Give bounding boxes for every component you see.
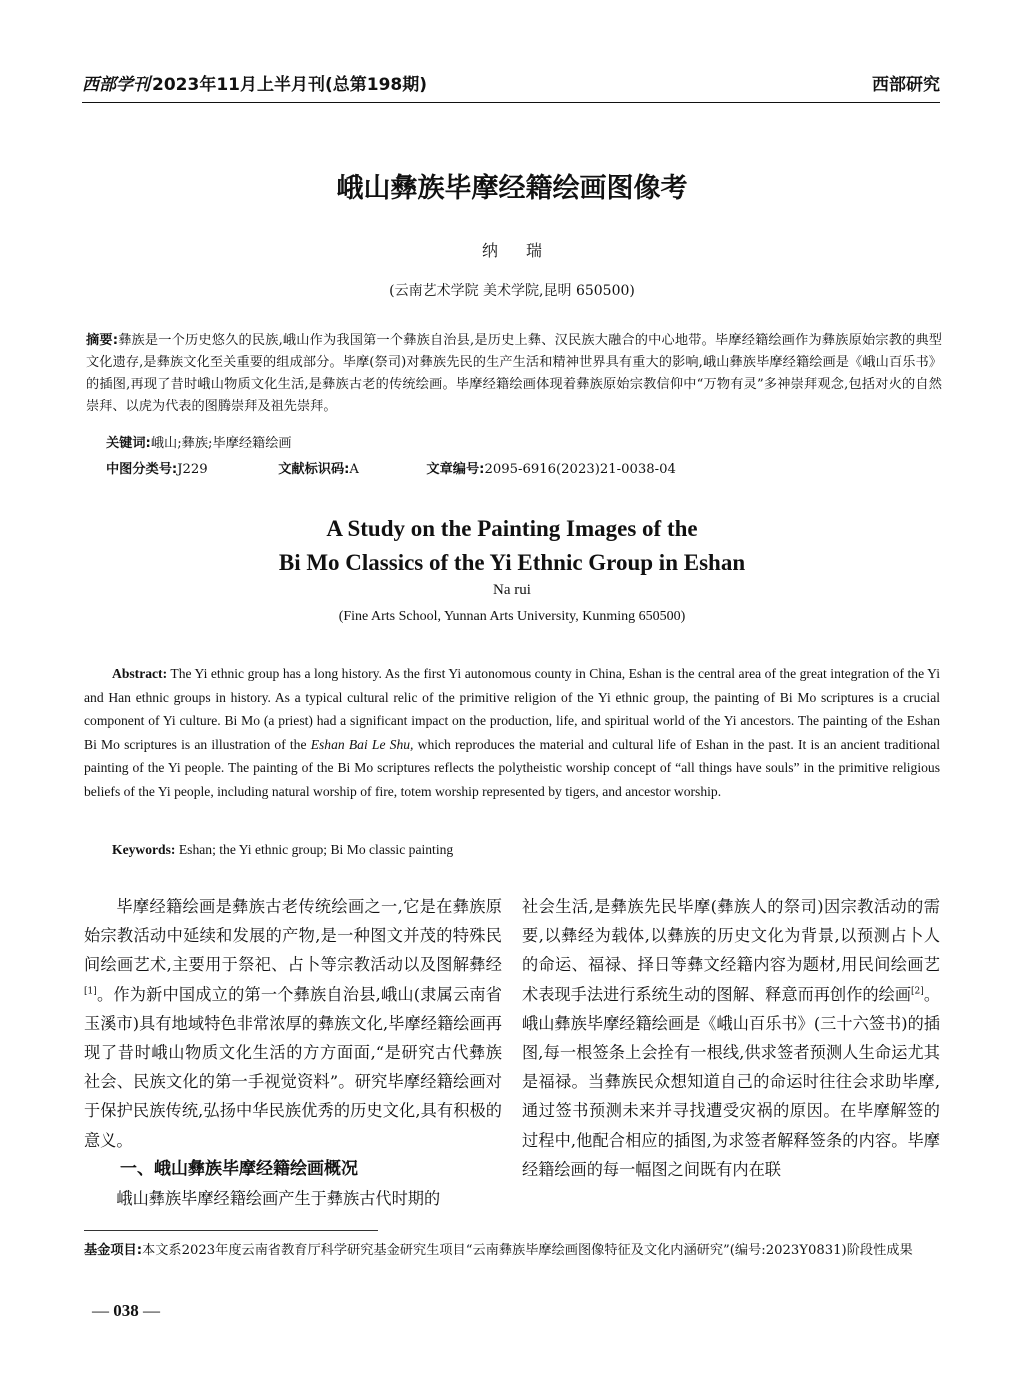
body-text: 社会生活,是彝族先民毕摩(彝族人的祭司)因宗教活动的需要,以彝经为载体,以彝族的历史文化为背景,以预测占卜人的命运、福禄、择日等彝文经籍内容为题材,用民间绘画艺术表现手法进行系统生动的图解、释意而再创作的绘画 bbox=[522, 897, 940, 1004]
body-paragraph: 峨山彝族毕摩经籍绘画产生于彝族古代时期的 bbox=[116, 1189, 441, 1209]
body-text: 。峨山彝族毕摩经籍绘画是《峨山百乐书》(三十六签书)的插图,每一根签条上会拴有一根线,供求签者预测人生命运尤其是福禄。当彝族民众想知道自己的命运时往往会求助毕摩,通过签书预测未来并寻找遭受灾祸的原因。在毕摩解签的过程中,他配合相应的插图,为求签者解释签条的内容。毕摩经籍绘画的每一幅图之间既有内在联 bbox=[522, 984, 941, 1179]
section-heading: 一、峨山彝族毕摩经籍绘画概况 bbox=[120, 1158, 358, 1179]
citation-ref: [1] bbox=[84, 986, 97, 997]
clc-code bbox=[106, 458, 274, 477]
page-number bbox=[92, 1301, 160, 1321]
affiliation-en: (Fine Arts School, Yunnan Arts University, Kunming 650500) bbox=[338, 609, 686, 624]
header-section: 西部研究 bbox=[872, 75, 940, 95]
clc-label: 中图分类号: bbox=[106, 462, 178, 477]
footnote-divider bbox=[84, 1230, 378, 1231]
title-en-line1: A Study on the Painting Images of the bbox=[326, 516, 698, 541]
abstract-en-label: Abstract: bbox=[112, 666, 168, 681]
journal-logo: 西部学刊 bbox=[82, 75, 150, 95]
author-en: Na rui bbox=[493, 582, 531, 598]
abstract-en-text-b: which reproduces the material and cultural life of Eshan in the past. It is an ancient traditional painting of the Yi people. The painting of the Bi Mo scriptures reflects the polytheistic worship concept of “all things have souls” in the primitive religious beliefs of the Yi people, including natural worship of fire, totem worship represented by tigers, and ancestor worship. bbox=[84, 736, 940, 799]
issue-info: 2023年11月上半月刊(总第198期) bbox=[152, 75, 427, 95]
page-number-value: 038 bbox=[113, 1301, 139, 1320]
body-paragraph bbox=[522, 892, 940, 1184]
doc-label: 文献标识码: bbox=[278, 462, 350, 477]
header-journal bbox=[82, 70, 427, 95]
abstract-cn-label: 摘要: bbox=[86, 333, 119, 348]
body-paragraph bbox=[84, 892, 502, 1155]
title-en-line2: Bi Mo Classics of the Yi Ethnic Group in Eshan bbox=[278, 550, 746, 575]
body-column-right bbox=[522, 892, 940, 1184]
abstract-cn-text: 彝族是一个历史悠久的民族,峨山作为我国第一个彝族自治县,是历史上彝、汉民族大融合的中心地带。毕摩经籍绘画作为彝族原始宗教的典型文化遗存,是彝族文化至关重要的组成部分。毕摩(祭司)对彝族先民的生产生活和精神世界具有重大的影响,峨山彝族毕摩经籍绘画是《峨山百乐书》的插图,再现了昔时峨山物质文化生活,是彝族古老的传统绘画。毕摩经籍绘画体现着彝族原始宗教信仰中“万物有灵”多神崇拜观念,包括对火的自然崇拜、以虎为代表的图腾崇拜及祖先崇拜。 bbox=[86, 333, 942, 414]
article-label: 文章编号: bbox=[426, 462, 485, 477]
funding-text: 本文系2023年度云南省教育厅科学研究基金研究生项目“云南彝族毕摩绘画图像特征及文化内涵研究”(编号:2023Y0831)阶段性成果 bbox=[142, 1243, 913, 1258]
classification-row bbox=[106, 458, 926, 477]
body-column-left bbox=[84, 892, 502, 1213]
abstract-en bbox=[84, 662, 940, 804]
doc-value: A bbox=[349, 462, 359, 477]
abstract-cn bbox=[86, 330, 942, 418]
article-code bbox=[426, 458, 676, 477]
author-cn: 纳瑞 bbox=[481, 241, 570, 260]
funding-note bbox=[84, 1240, 940, 1262]
page-dash-left: — bbox=[92, 1301, 109, 1320]
keywords-en-text: Eshan; the Yi ethnic group; Bi Mo classic painting bbox=[178, 842, 454, 857]
body-text: 毕摩经籍绘画是彝族古老传统绘画之一,它是在彝族原始宗教活动中延续和发展的产物,是一种图文并茂的特殊民间绘画艺术,主要用于祭祀、占卜等宗教活动以及图解彝经 bbox=[84, 897, 502, 975]
keywords-en bbox=[112, 842, 453, 858]
body-text: 。作为新中国成立的第一个彝族自治县,峨山(隶属云南省玉溪市)具有地域特色非常浓厚的彝族文化,毕摩经籍绘画再现了昔时峨山物质文化生活的方方面面,“是研究古代彝族社会、民族文化的第一手视觉资料”。研究毕摩经籍绘画对于保护民族传统,弘扬中华民族优秀的历史文化,具有积极的意义。 bbox=[84, 984, 502, 1150]
funding-label: 基金项目: bbox=[84, 1243, 143, 1258]
abstract-en-book: Eshan Bai Le Shu, bbox=[310, 736, 414, 752]
clc-value: J229 bbox=[177, 462, 208, 477]
page-dash-right: — bbox=[143, 1301, 160, 1320]
article-value: 2095-6916(2023)21-0038-04 bbox=[484, 462, 676, 477]
citation-ref: [2] bbox=[911, 986, 924, 997]
abstract-en-text-a: The Yi ethnic group has a long history. As the first Yi autonomous county in China, Eshan is the central area of the great integration of the Yi and Han ethnic groups in history. As a typical cultural relic of the primitive religion of the Yi ethnic group, the painting of Bi Mo scriptures is a crucial component of Yi culture. Bi Mo (a priest) had a significant impact on the production, life, and spiritual world of the Yi ancestors. The painting of the Eshan Bi Mo scriptures is an illustration of the bbox=[84, 666, 940, 752]
article-title-en bbox=[0, 512, 1024, 580]
keywords-cn bbox=[106, 432, 292, 451]
keywords-cn-text: 峨山;彝族;毕摩经籍绘画 bbox=[150, 436, 292, 451]
affiliation-cn: (云南艺术学院 美术学院,昆明 650500) bbox=[389, 283, 635, 299]
keywords-en-label: Keywords: bbox=[112, 842, 176, 857]
keywords-cn-label: 关键词: bbox=[106, 436, 151, 451]
doc-code bbox=[278, 458, 422, 477]
running-header bbox=[82, 70, 940, 103]
article-title-cn: 峨山彝族毕摩经籍绘画图像考 bbox=[336, 173, 688, 204]
